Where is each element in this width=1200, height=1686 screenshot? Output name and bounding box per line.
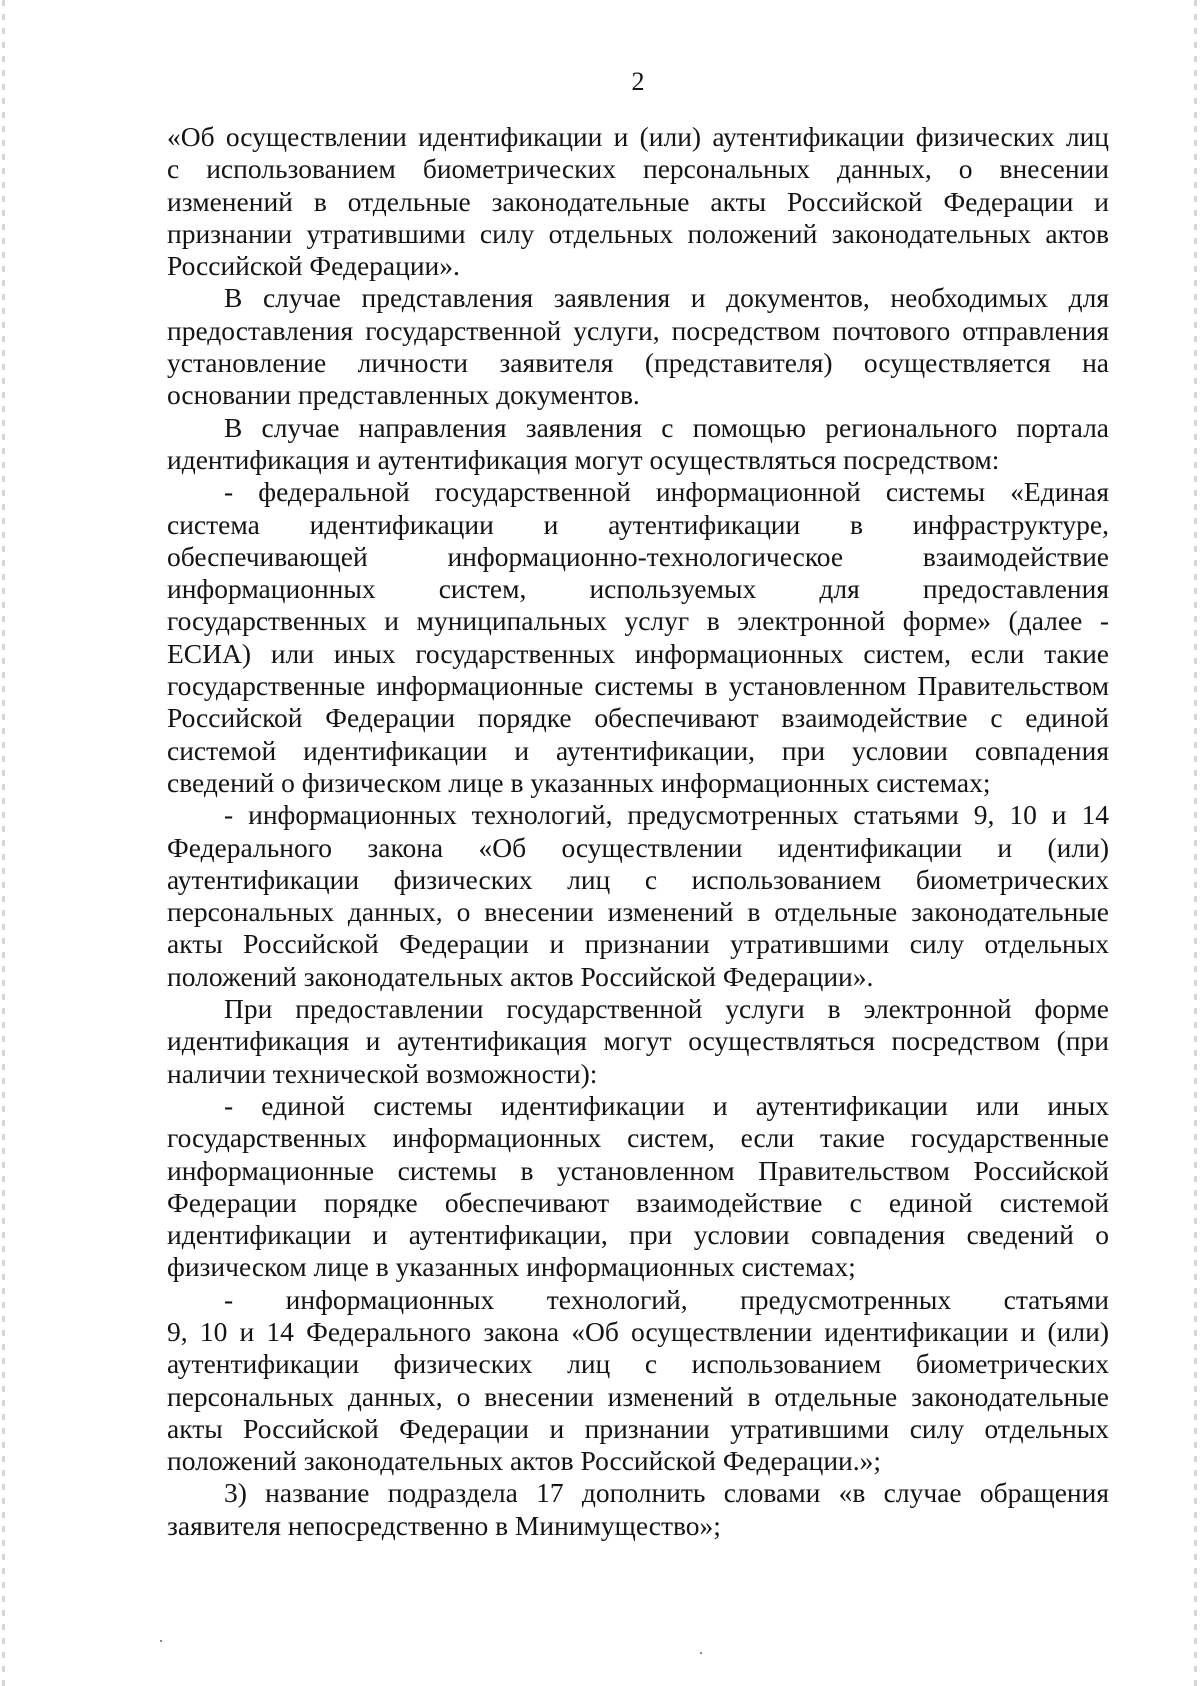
text-line: - информационных технологий, предусмотренных статьями 9, 10 и 14: [224, 799, 1109, 831]
text-line: идентификации и аутентификации, при условии совпадения сведений о: [167, 1219, 1109, 1251]
text-line: идентификация и аутентификация могут осуществляться посредством (при: [167, 1025, 1109, 1057]
text-line: информационные системы в установленном Правительством Российской: [167, 1154, 1109, 1186]
text-line: информационных систем, используемых для предоставления: [167, 573, 1109, 605]
text-line: признании утратившими силу отдельных положений законодательных актов: [167, 217, 1109, 249]
text-line: сведений о физическом лице в указанных информационных системах;: [167, 766, 991, 798]
paragraph: [167, 412, 1109, 477]
paragraph: [167, 799, 1109, 993]
page-number: 2: [631, 67, 645, 96]
text-line: Российской Федерации порядке обеспечивают взаимодействие с единой: [167, 702, 1109, 734]
text-line: системой идентификации и аутентификации, при условии совпадения: [167, 734, 1109, 766]
text-line: 3) название подраздела 17 дополнить словами «в случае обращения: [224, 1477, 1109, 1509]
text-line: Федерального закона «Об осуществлении идентификации и (или): [167, 831, 1109, 863]
text-line: установление личности заявителя (представителя) осуществляется на: [167, 347, 1109, 379]
text-line: заявителя непосредственно в Минимущество»;: [167, 1509, 721, 1541]
document-body: [167, 121, 1109, 1542]
text-line: аутентификации физических лиц с использованием биометрических: [167, 863, 1109, 895]
paragraph: [167, 993, 1109, 1090]
text-line: положений законодательных актов Российской Федерации».: [167, 960, 874, 992]
text-line: государственных и муниципальных услуг в электронной форме» (далее -: [167, 605, 1109, 637]
text-line: изменений в отдельные законодательные акты Российской Федерации и: [167, 185, 1109, 217]
paragraph: [167, 282, 1109, 411]
scan-speck: [160, 1640, 162, 1642]
text-line: При предоставлении государственной услуги в электронной форме: [224, 993, 1109, 1025]
text-line: идентификация и аутентификация могут осуществляться посредством:: [167, 443, 1000, 475]
text-line: государственных информационных систем, если такие государственные: [167, 1122, 1109, 1154]
text-line: В случае представления заявления и документов, необходимых для: [224, 282, 1109, 314]
paragraph: [167, 1090, 1109, 1284]
paragraph: [167, 476, 1109, 799]
text-line: система идентификации и аутентификации в инфраструктуре,: [167, 508, 1109, 540]
text-line: физическом лице в указанных информационных системах;: [167, 1251, 856, 1283]
text-line: Российской Федерации».: [167, 250, 460, 282]
text-line: В случае направления заявления с помощью регионального портала: [224, 411, 1109, 443]
text-line: аутентификации физических лиц с использованием биометрических: [167, 1348, 1109, 1380]
scan-edge-right: [1194, 0, 1197, 1686]
text-line: акты Российской Федерации и признании утратившими силу отдельных: [167, 1412, 1109, 1444]
text-line: ЕСИА) или иных государственных информационных систем, если такие: [167, 637, 1109, 669]
paragraph: [167, 1477, 1109, 1542]
text-line: предоставления государственной услуги, посредством почтового отправления: [167, 314, 1109, 346]
scan-speck: [700, 1652, 702, 1654]
text-line: - единой системы идентификации и аутентификации или иных: [224, 1089, 1109, 1121]
text-line: персональных данных, о внесении изменений в отдельные законодательные: [167, 896, 1109, 928]
scan-edge-left: [2, 0, 5, 1686]
text-line: с использованием биометрических персональных данных, о внесении: [167, 153, 1109, 185]
text-line: обеспечивающей информационно-технологическое взаимодействие: [167, 540, 1109, 572]
text-line: наличии технической возможности):: [167, 1057, 598, 1089]
paragraph: [167, 121, 1109, 282]
text-line: положений законодательных актов Российской Федерации.»;: [167, 1445, 882, 1477]
text-line: - федеральной государственной информационной системы «Единая: [224, 476, 1109, 508]
text-line: - информационных технологий, предусмотренных статьями: [224, 1283, 1109, 1315]
text-line: «Об осуществлении идентификации и (или) аутентификации физических лиц: [167, 121, 1109, 152]
text-line: персональных данных, о внесении изменений в отдельные законодательные: [167, 1380, 1109, 1412]
paragraph: [167, 1284, 1109, 1478]
text-line: государственные информационные системы в установленном Правительством: [167, 670, 1109, 702]
text-line: основании представленных документов.: [167, 379, 640, 411]
text-line: 9, 10 и 14 Федерального закона «Об осуществлении идентификации и (или): [167, 1315, 1109, 1347]
text-line: Федерации порядке обеспечивают взаимодействие с единой системой: [167, 1186, 1109, 1218]
text-line: акты Российской Федерации и признании утратившими силу отдельных: [167, 928, 1109, 960]
